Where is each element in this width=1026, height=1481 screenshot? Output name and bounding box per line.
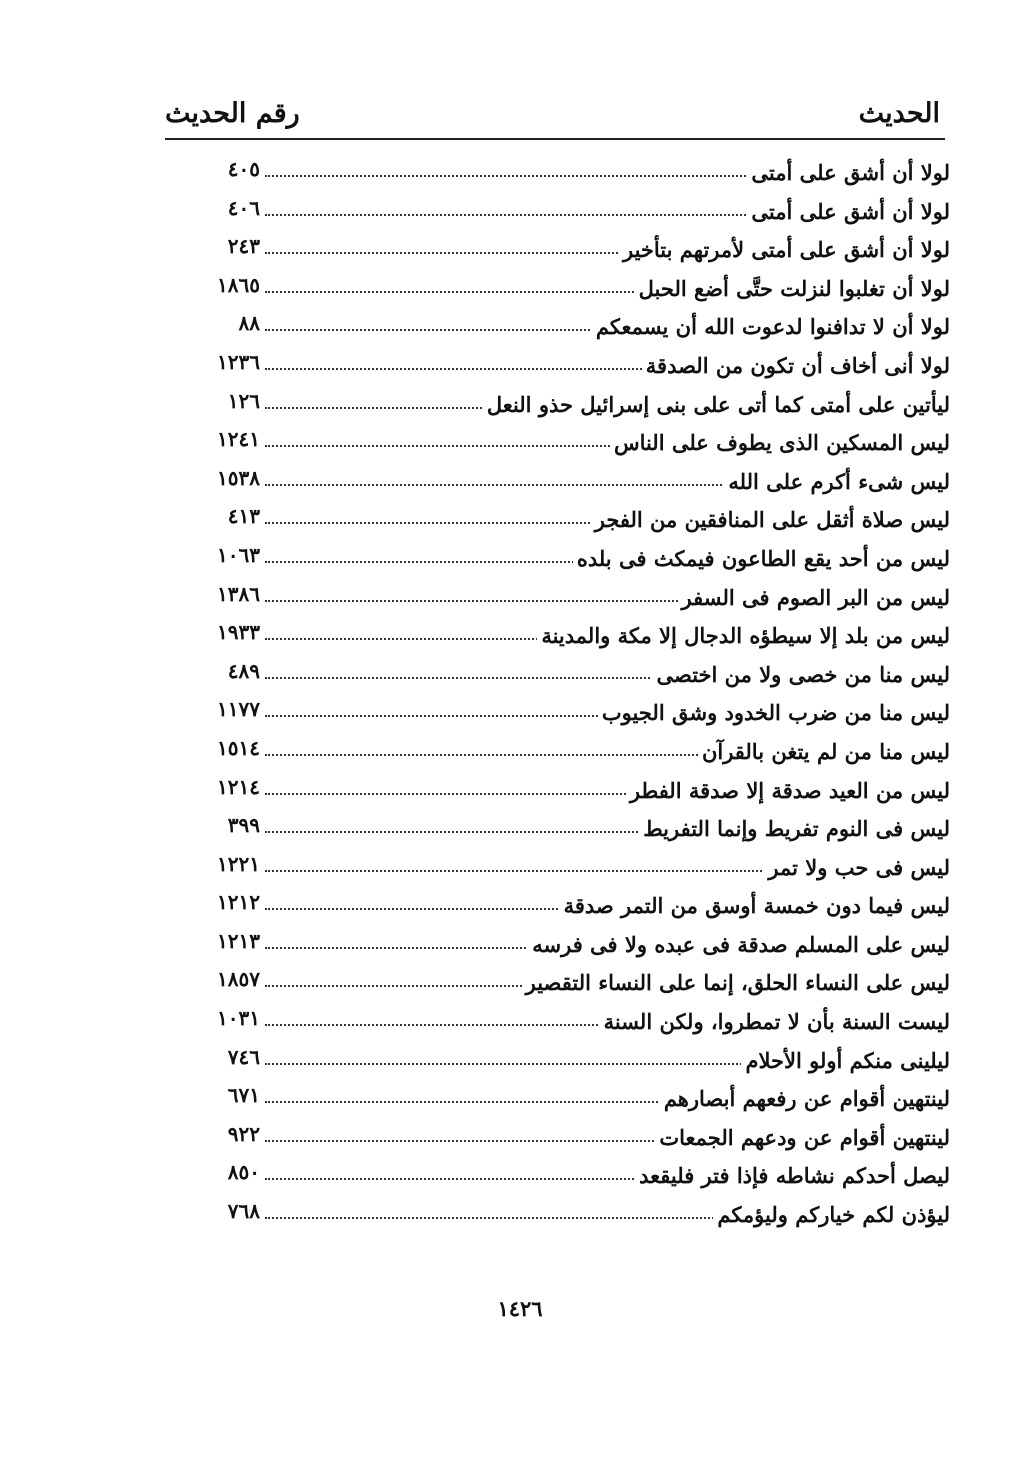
index-entry: [170, 962, 950, 1001]
hadith-text: لولا أن تغلبوا لنزلت حتَّى أضع الحبل: [635, 276, 950, 301]
hadith-text: ليس منا من خصى ولا من اختصى: [652, 662, 950, 687]
index-entry: [170, 538, 950, 577]
index-entry: [170, 345, 950, 384]
index-entry: [170, 499, 950, 538]
hadith-text: ليس من البر الصوم فى السفر: [678, 585, 950, 610]
hadith-text: ليس شىء أكرم على الله: [724, 469, 950, 494]
hadith-text: ليؤذن لكم خياركم وليؤمكم: [713, 1202, 950, 1227]
hadith-number: ١٠٦٣: [217, 542, 260, 567]
index-entry: [170, 808, 950, 847]
hadith-text: ليس منا من لم يتغن بالقرآن: [698, 739, 950, 764]
hadith-number: ١١٧٧: [217, 697, 260, 722]
hadith-number-column-label: رقم الحديث: [165, 98, 300, 129]
index-entry: [170, 577, 950, 616]
hadith-text: ليس المسكين الذى يطوف على الناس: [610, 430, 950, 455]
index-entry: [170, 229, 950, 268]
hadith-number: ٩٢٢: [227, 1121, 260, 1146]
hadith-number: ١٢٢١: [217, 851, 260, 876]
index-entry: [170, 306, 950, 345]
hadith-text: لينتهين أقوام عن ودعهم الجمعات: [655, 1125, 950, 1150]
index-entry: [170, 1117, 950, 1156]
hadith-text: ليس فى حب ولا تمر: [764, 855, 950, 880]
index-entry: [170, 1194, 950, 1233]
hadith-text: لولا أن أشق على أمتى لأمرتهم بتأخير: [619, 237, 950, 262]
index-entry: [170, 384, 950, 423]
column-header: [165, 98, 940, 138]
index-entry: [170, 191, 950, 230]
index-entry: [170, 1001, 950, 1040]
hadith-text: ليس من بلد إلا سيطؤه الدجال إلا مكة والمدينة: [537, 623, 950, 648]
hadith-text: ليس فى النوم تفريط وإنما التفريط: [639, 816, 950, 841]
index-entry: [170, 692, 950, 731]
hadith-text: ليست السنة بأن لا تمطروا، ولكن السنة: [600, 1009, 950, 1034]
hadith-text: ليصل أحدكم نشاطه فإذا فتر فليقعد: [635, 1163, 950, 1188]
hadith-text: لينتهين أقوام عن رفعهم أبصارهم: [660, 1086, 950, 1111]
hadith-text: ليس على المسلم صدقة فى عبده ولا فى فرسه: [528, 932, 950, 957]
header-divider: [165, 138, 945, 140]
hadith-index-list: [170, 152, 950, 1233]
hadith-number: ١٥١٤: [217, 735, 260, 760]
hadith-text: لولا أن لا تدافنوا لدعوت الله أن يسمعكم: [592, 314, 950, 339]
index-entry: [170, 268, 950, 307]
index-entry: [170, 1040, 950, 1079]
hadith-number: ٤٠٦: [227, 195, 260, 220]
hadith-text: لولا أن أشق على أمتى: [747, 199, 950, 224]
index-entry: [170, 770, 950, 809]
hadith-number: ٨٥٠: [227, 1160, 260, 1185]
hadith-text: لولا أنى أخاف أن تكون من الصدقة: [642, 353, 950, 378]
hadith-number: ٤٠٥: [227, 157, 260, 181]
index-entry: [170, 461, 950, 500]
hadith-number: ١٨٦٥: [217, 272, 260, 297]
hadith-number: ١٨٥٧: [217, 967, 260, 992]
hadith-text: ليلينى منكم أولو الأحلام: [741, 1048, 950, 1073]
hadith-number: ٨٨: [238, 311, 260, 336]
index-entry: [170, 924, 950, 963]
hadith-text: ليس من أحد يقع الطاعون فيمكث فى بلده: [573, 546, 950, 571]
hadith-number: ١٩٣٣: [217, 620, 260, 645]
hadith-number: ٣٩٩: [227, 813, 260, 838]
hadith-text: ليس منا من ضرب الخدود وشق الجيوب: [598, 700, 950, 725]
hadith-number: ١٠٣١: [217, 1006, 260, 1031]
hadith-number: ٦٧١: [227, 1083, 260, 1108]
hadith-number: ١٢١٢: [217, 890, 260, 915]
hadith-number: ٤٨٩: [227, 658, 260, 683]
hadith-number: ١٣٨٦: [217, 581, 260, 606]
hadith-text: ليس على النساء الحلق، إنما على النساء التقصير: [522, 970, 950, 995]
hadith-text: ليس من العيد صدقة إلا صدقة الفطر: [626, 778, 950, 803]
hadith-number: ١٢٦: [227, 388, 260, 413]
index-entry: [170, 1155, 950, 1194]
index-entry: [170, 615, 950, 654]
hadith-number: ١٢١٣: [217, 928, 260, 953]
hadith-number: ١٢١٤: [217, 774, 260, 799]
hadith-number: ١٥٣٨: [217, 465, 260, 490]
hadith-number: ٧٤٦: [227, 1044, 260, 1069]
index-entry: [170, 422, 950, 461]
index-entry: [170, 847, 950, 886]
hadith-text: ليس فيما دون خمسة أوسق من التمر صدقة: [560, 893, 950, 918]
index-entry: [170, 152, 950, 191]
hadith-number: ١٢٣٦: [217, 349, 260, 374]
index-entry: [170, 654, 950, 693]
index-entry: [170, 885, 950, 924]
hadith-column-label: الحديث: [858, 98, 940, 129]
page-number: ١٤٢٦: [497, 1296, 543, 1321]
index-entry: [170, 1078, 950, 1117]
hadith-number: ١٢٤١: [217, 427, 260, 452]
index-entry: [170, 731, 950, 770]
hadith-text: ليأتين على أمتى كما أتى على بنى إسرائيل حذو النعل: [483, 392, 950, 417]
hadith-number: ٧٦٨: [227, 1199, 260, 1224]
hadith-text: لولا أن أشق على أمتى: [747, 160, 950, 185]
hadith-number: ٤١٣: [227, 504, 260, 529]
hadith-text: ليس صلاة أثقل على المنافقين من الفجر: [591, 507, 950, 532]
hadith-number: ٢٤٣: [227, 234, 260, 259]
